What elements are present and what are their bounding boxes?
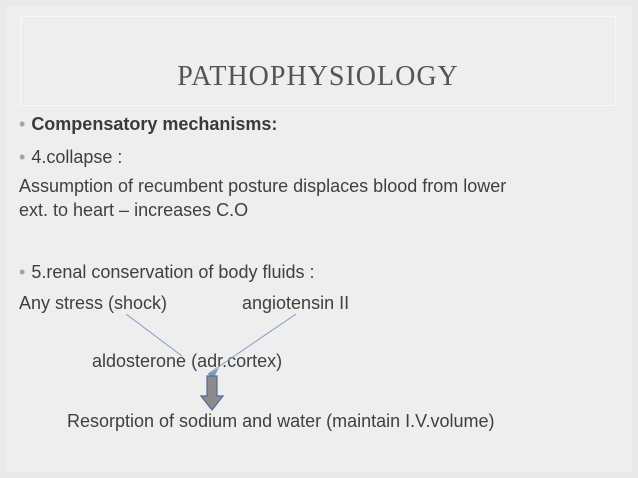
renal-text: 5.renal conservation of body fluids : — [31, 262, 315, 282]
slide-title: PATHOPHYSIOLOGY — [177, 61, 459, 92]
down-arrow-icon — [201, 376, 223, 410]
collapse-text: 4.collapse : — [31, 147, 123, 167]
bullet-icon: • — [19, 262, 26, 282]
arrow-line-right — [208, 314, 296, 374]
angiotensin-text: angiotensin II — [242, 293, 350, 313]
bullet-icon: • — [19, 114, 26, 134]
arrow-line-left — [126, 314, 182, 356]
resorption-text: Resorption of sodium and water (maintain I.V.volume) — [67, 411, 495, 431]
stress-text: Any stress (shock) — [19, 293, 168, 313]
bullet-icon: • — [19, 147, 26, 167]
compensatory-heading: Compensatory mechanisms: — [31, 114, 278, 134]
recumbent-text-line2: ext. to heart – increases C.O — [19, 200, 249, 220]
recumbent-text-line1: Assumption of recumbent posture displaces blood from lower — [19, 176, 507, 196]
aldosterone-text: aldosterone (adr.cortex) — [92, 351, 283, 371]
